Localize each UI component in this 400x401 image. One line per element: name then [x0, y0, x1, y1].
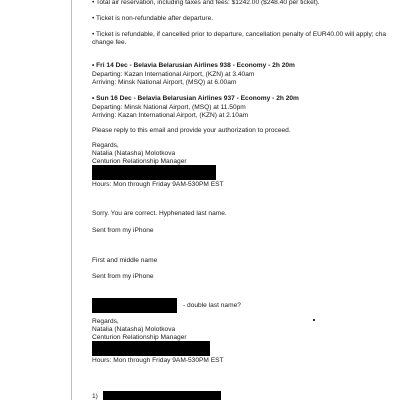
signature1-regards: Regards,: [92, 142, 119, 149]
reply2-sent-from: Sent from my iPhone: [92, 273, 154, 280]
redacted-list-item: [103, 391, 221, 400]
bullet-total-fare: • Total air reservation, including taxes and fees: $1242.00 ($248.40 per ticket).: [92, 0, 320, 6]
signature1-hours: Hours: Mon through Friday 9AM-530PM EST: [92, 181, 224, 188]
signature2-role: Centurion Relationship Manager: [92, 334, 187, 341]
double-last-name-question: - double last name?: [183, 302, 241, 309]
flight1-arriving: Arriving: Minsk National Airport, (MSQ) at 6.00am: [92, 79, 237, 86]
signature2-name: Natalia (Natasha) Molotkova: [92, 326, 176, 333]
page-margin-line: [71, 0, 72, 400]
flight1-departing: Departing: Kazan International Airport, (KZN) at 3.40am: [92, 71, 255, 78]
reply1-text: Sorry. You are correct. Hyphenated last name.: [92, 210, 227, 217]
bullet-nonrefundable: • Ticket is non-refundable after departure.: [92, 15, 214, 22]
redacted-contact-2: [92, 341, 210, 356]
signature1-name: Natalia (Natasha) Molotkova: [92, 150, 176, 157]
signature2-hours: Hours: Mon through Friday 9AM-530PM EST: [92, 357, 224, 364]
bullet-refund-policy: • Ticket is refundable, if cancelled prior to departure, cancellation penalty of EUR40.00 will apply; cha: [92, 31, 387, 38]
bullet-refund-policy-cont: change fee.: [92, 39, 127, 46]
authorization-request: Please reply to this email and provide your authorization to proceed.: [92, 127, 291, 134]
reply2-text: First and middle name: [92, 257, 158, 264]
list-marker: 1): [92, 393, 98, 400]
redacted-contact-1: [92, 165, 216, 180]
flight2-arriving: Arriving: Kazan International Airport, (KZN) at 2.10am: [92, 112, 249, 119]
reply1-sent-from: Sent from my iPhone: [92, 227, 154, 234]
flight1-heading: • Fri 14 Dec - Belavia Belarusian Airlines 938 - Economy - 2h 20m: [92, 62, 295, 69]
signature2-regards: Regards,: [92, 318, 119, 325]
signature1-role: Centurion Relationship Manager: [92, 158, 187, 165]
flight2-heading: • Sun 16 Dec - Belavia Belarusian Airlines 937 - Economy - 2h 20m: [92, 95, 299, 102]
stray-mark: [313, 319, 315, 321]
flight2-departing: Departing: Minsk National Airport, (MSQ) at 11.50pm: [92, 104, 246, 111]
redacted-name: [92, 298, 177, 313]
